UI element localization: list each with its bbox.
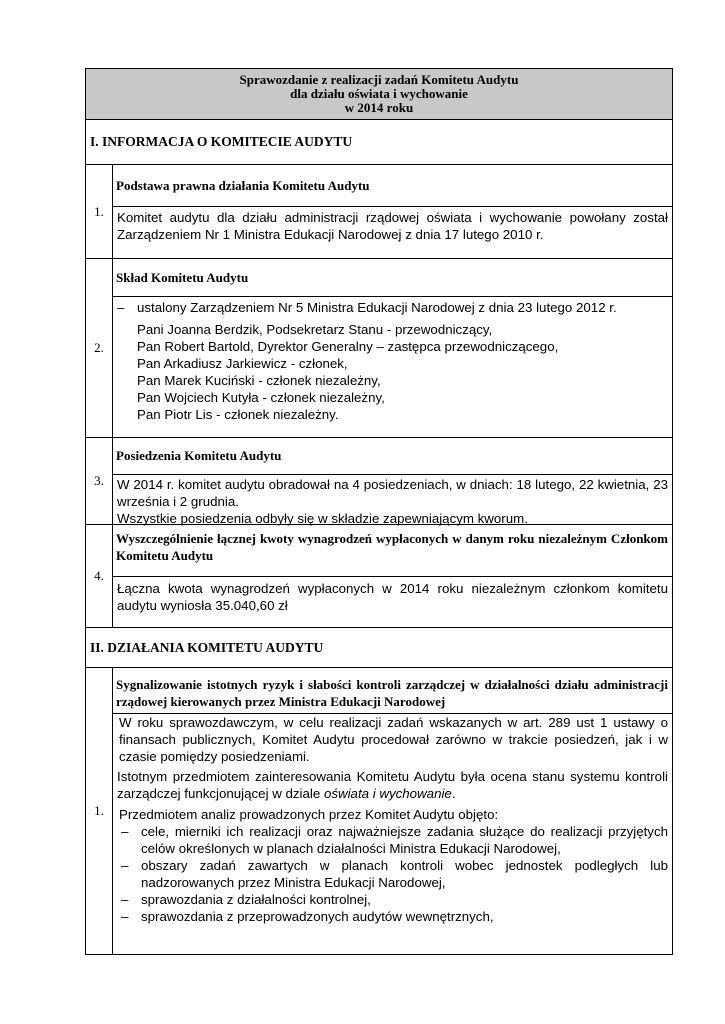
item-header: Sygnalizowanie istotnych ryzyk i słabości kontroli zarządczej w działalności działu administracji rządowej kierowanych przez Ministra Edukacji Narodowej xyxy=(116,677,668,709)
item-text: W 2014 r. komitet audytu obradował na 4 posiedzeniach, w dniach: 18 lutego, 22 kwietnia, 23 września i 2 grudnia. xyxy=(117,477,668,509)
title-line-2: dla działu oświata i wychowanie xyxy=(290,86,468,101)
item-number: 4. xyxy=(86,525,113,627)
item-number: 1. xyxy=(86,165,113,258)
member: Pan Wojciech Kutyła - członek niezależny, xyxy=(137,390,385,405)
item-text: Łączna kwota wynagrodzeń wypłaconych w 2014 roku niezależnym członkom komitetu audytu wyniosła 35.040,60 zł xyxy=(117,581,668,613)
item-header: Skład Komitetu Audytu xyxy=(116,270,249,285)
composition-list xyxy=(113,299,672,423)
list-item: – sprawozdania z przeprowadzonych audytów wewnętrznych, xyxy=(121,909,494,924)
paragraph: Przedmiotem analiz prowadzonych przez Komitet Audytu objęto: xyxy=(119,807,499,822)
paragraph: W roku sprawozdawczym, w celu realizacji zadań wskazanych w art. 289 ust 1 ustawy o finansach publicznych, Komitet Audytu procedował zarówno w trakcie posiedzeń, jak i w czasie pomiędzy posiedzeniami. xyxy=(119,715,668,764)
paragraph: Istotnym przedmiotem zainteresowania Komitetu Audytu była ocena stanu systemu kontroli zarządczej funkcjonującej w dziale oświata i wychowanie. xyxy=(117,769,668,801)
item-header: Wyszczególnienie łącznej kwoty wynagrodzeń wypłaconych w danym roku niezależnym Członkom Komitetu Audytu xyxy=(116,531,668,563)
item-number: 1. xyxy=(86,668,113,954)
title-line-3: w 2014 roku xyxy=(344,100,414,115)
section-2-item-1 xyxy=(86,667,672,954)
members-list xyxy=(113,321,668,423)
item-text-2: Wszystkie posiedzenia odbyły się w składzie zapewniającym kworum. xyxy=(117,511,528,526)
section-2-heading: II. DZIAŁANIA KOMITETU AUDYTU xyxy=(86,627,672,667)
member: Pan Arkadiusz Jarkiewicz - członek, xyxy=(137,356,348,371)
member: Pan Piotr Lis - członek niezależny. xyxy=(137,407,339,422)
section-1-item-2 xyxy=(86,258,672,437)
section-1-item-3 xyxy=(86,437,672,524)
list-item: – sprawozdania z działalności kontrolnej, xyxy=(121,892,371,907)
item-number: 3. xyxy=(86,438,113,524)
section-1-heading: I. INFORMACJA O KOMITECIE AUDYTU xyxy=(90,134,353,149)
title-line-1: Sprawozdanie z realizacji zadań Komitetu Audytu xyxy=(239,72,519,87)
item-header: Podstawa prawna działania Komitetu Audytu xyxy=(116,178,370,193)
member: Pani Joanna Berdzik, Podsekretarz Stanu - przewodniczący, xyxy=(137,322,493,337)
item-text: Komitet audytu dla działu administracji rządowej oświata i wychowanie powołany został Zarządzeniem Nr 1 Ministra Edukacji Narodowej z dnia 17 lutego 2010 r. xyxy=(117,210,668,242)
item-body xyxy=(113,714,672,925)
item-header: Posiedzenia Komitetu Audytu xyxy=(116,448,282,463)
member: Pan Marek Kuciński - członek niezależny, xyxy=(137,373,381,388)
section-1-item-1 xyxy=(86,164,672,258)
section-1-item-4 xyxy=(86,524,672,627)
list-item: – obszary zadań zawartych w planach kontroli wobec jednostek podległych lub nadzorowanych przez Ministra Edukacji Narodowej, xyxy=(121,858,668,890)
list-item: – ustalony Zarządzeniem Nr 5 Ministra Edukacji Narodowej z dnia 23 lutego 2012 r. xyxy=(117,300,617,315)
report-title xyxy=(86,68,672,120)
list-item: – cele, mierniki ich realizacji oraz najważniejsze zadania służące do realizacji przyjętych celów określonych w planach działalności Ministra Edukacji Narodowej, xyxy=(121,824,668,856)
report-table xyxy=(85,68,673,955)
item-number: 2. xyxy=(86,259,113,437)
member: Pan Robert Bartold, Dyrektor Generalny – zastępca przewodniczącego, xyxy=(137,339,559,354)
